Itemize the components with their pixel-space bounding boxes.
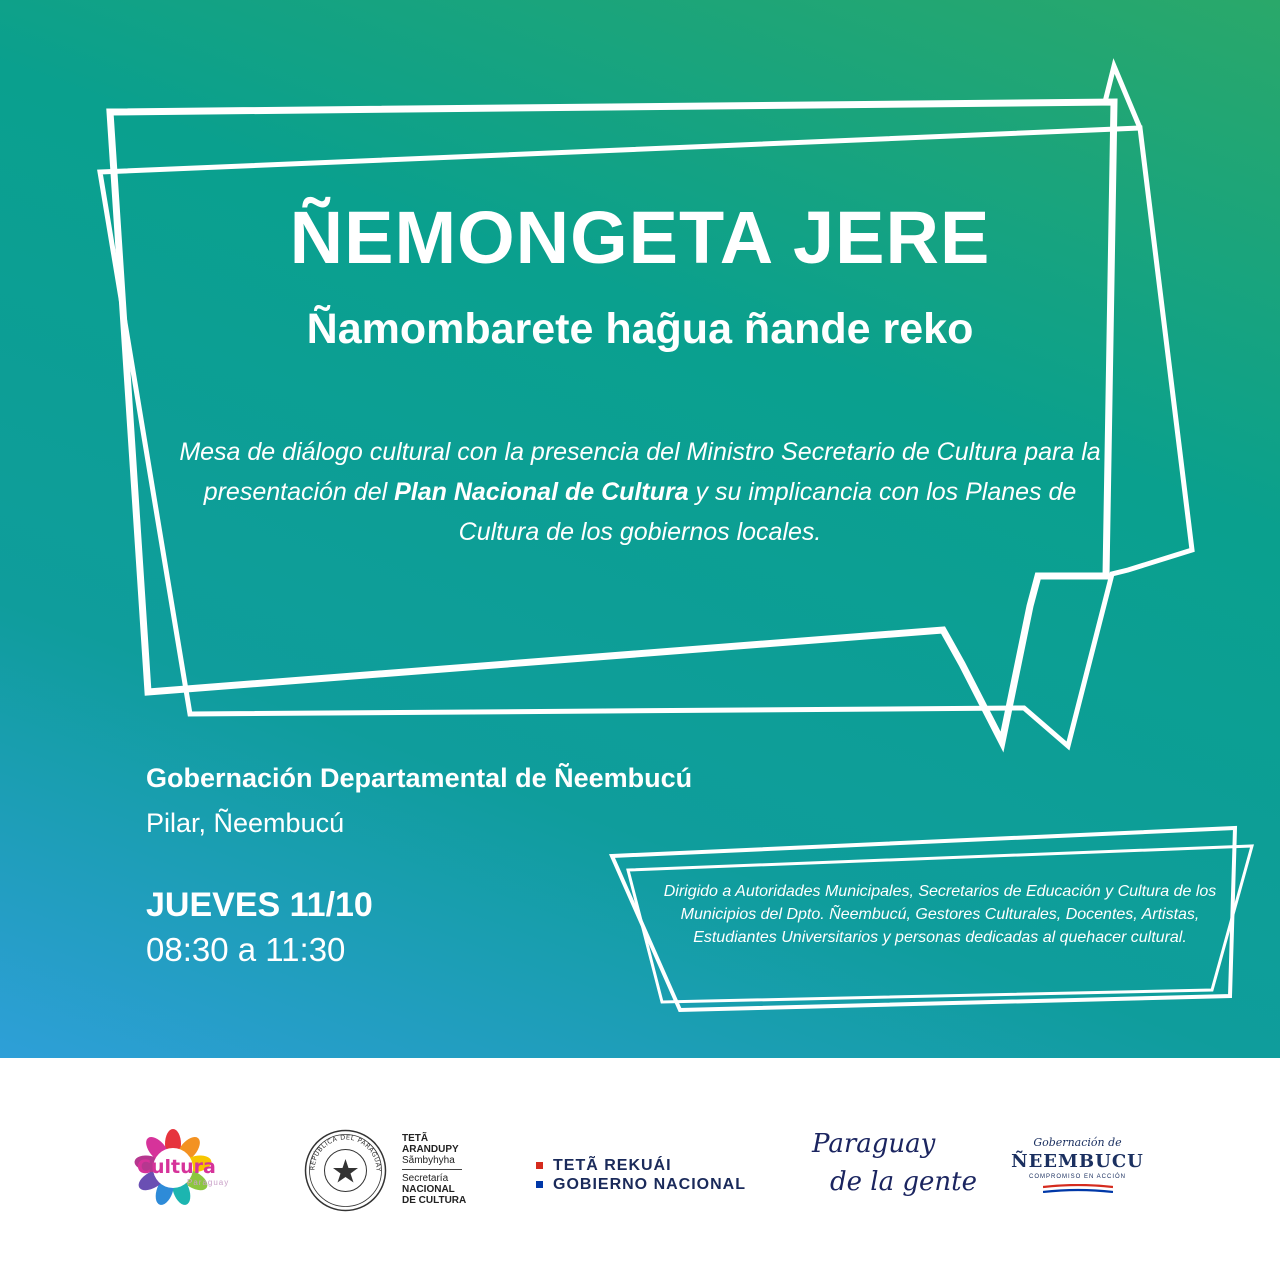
cultura-paraguay-logo <box>133 1128 245 1208</box>
cultura-logo-small: Paraguay <box>187 1178 230 1187</box>
gobierno-line-1-row <box>536 1156 746 1175</box>
gobernacion-neembucu-logo <box>1010 1136 1145 1206</box>
neembucu-name: ÑEEMBUCU <box>1011 1151 1144 1172</box>
red-square-icon <box>536 1162 543 1169</box>
flag-stripes-icon <box>1043 1184 1113 1193</box>
ministry-line-1: TETÃ <box>402 1133 429 1144</box>
seal-text: REPÚBLICA DEL PARAGUAY <box>308 1133 383 1172</box>
ministry-line-2: ARANDUPY <box>402 1144 459 1155</box>
event-title: ÑEMONGETA JERE <box>289 196 991 279</box>
ministry-line-3: Sãmbyhyha <box>402 1155 455 1166</box>
paraguay-de-la-gente-logo <box>808 1123 977 1213</box>
ministry-line-5: NACIONAL <box>402 1184 455 1195</box>
republic-seal-logo <box>303 1128 388 1213</box>
gobierno-line-2-row <box>536 1175 746 1194</box>
paraguay-brand-line-1: Paraguay <box>812 1129 936 1159</box>
description-part-2: y su implicancia con los Planes de Cultura de los gobiernos locales. <box>458 478 1077 546</box>
description-highlight: Plan Nacional de Cultura <box>394 478 689 506</box>
gobierno-nacional-logo <box>536 1156 746 1194</box>
event-day: JUEVES 11/10 <box>146 886 373 924</box>
ministry-line-4: Secretaría <box>402 1173 449 1184</box>
gobierno-line-1: TETÃ REKUÁI <box>553 1157 672 1174</box>
paraguay-brand-line-2: de la gente <box>830 1167 977 1197</box>
venue-name: Gobernación Departamental de Ñeembucú <box>146 763 693 793</box>
audience-text: Dirigido a Autoridades Municipales, Secretarios de Educación y Cultura de los Municipios del Dpto. Ñeembucú, Gestores Culturales, Docentes, Artistas, Estudiantes Universitarios y personas dedicadas al quehacer cultural. <box>663 883 1217 946</box>
gobierno-line-2: GOBIERNO NACIONAL <box>553 1176 746 1193</box>
blue-square-icon <box>536 1181 543 1188</box>
venue-block <box>146 763 692 839</box>
event-subtitle: Ñamombarete hag̃ua ñande reko <box>306 305 974 353</box>
event-description <box>170 432 1110 552</box>
neembucu-tag: COMPROMISO EN ACCIÓN <box>1028 1174 1126 1180</box>
schedule-block <box>146 886 373 969</box>
sponsor-footer <box>0 1058 1280 1280</box>
ministry-line-6: DE CULTURA <box>402 1195 467 1206</box>
description-part-1: Mesa de diálogo cultural con la presencia del Ministro Secretario de Cultura para la presentación del <box>179 438 1101 506</box>
event-time: 08:30 a 11:30 <box>146 931 346 968</box>
ministry-culture-text <box>402 1133 466 1206</box>
venue-city: Pilar, Ñeembucú <box>146 808 345 838</box>
national-seal-icon <box>303 1128 388 1213</box>
cultura-logo-word: Cultura <box>137 1156 216 1178</box>
ministry-divider <box>402 1169 462 1170</box>
neembucu-top: Gobernación de <box>1033 1136 1122 1149</box>
